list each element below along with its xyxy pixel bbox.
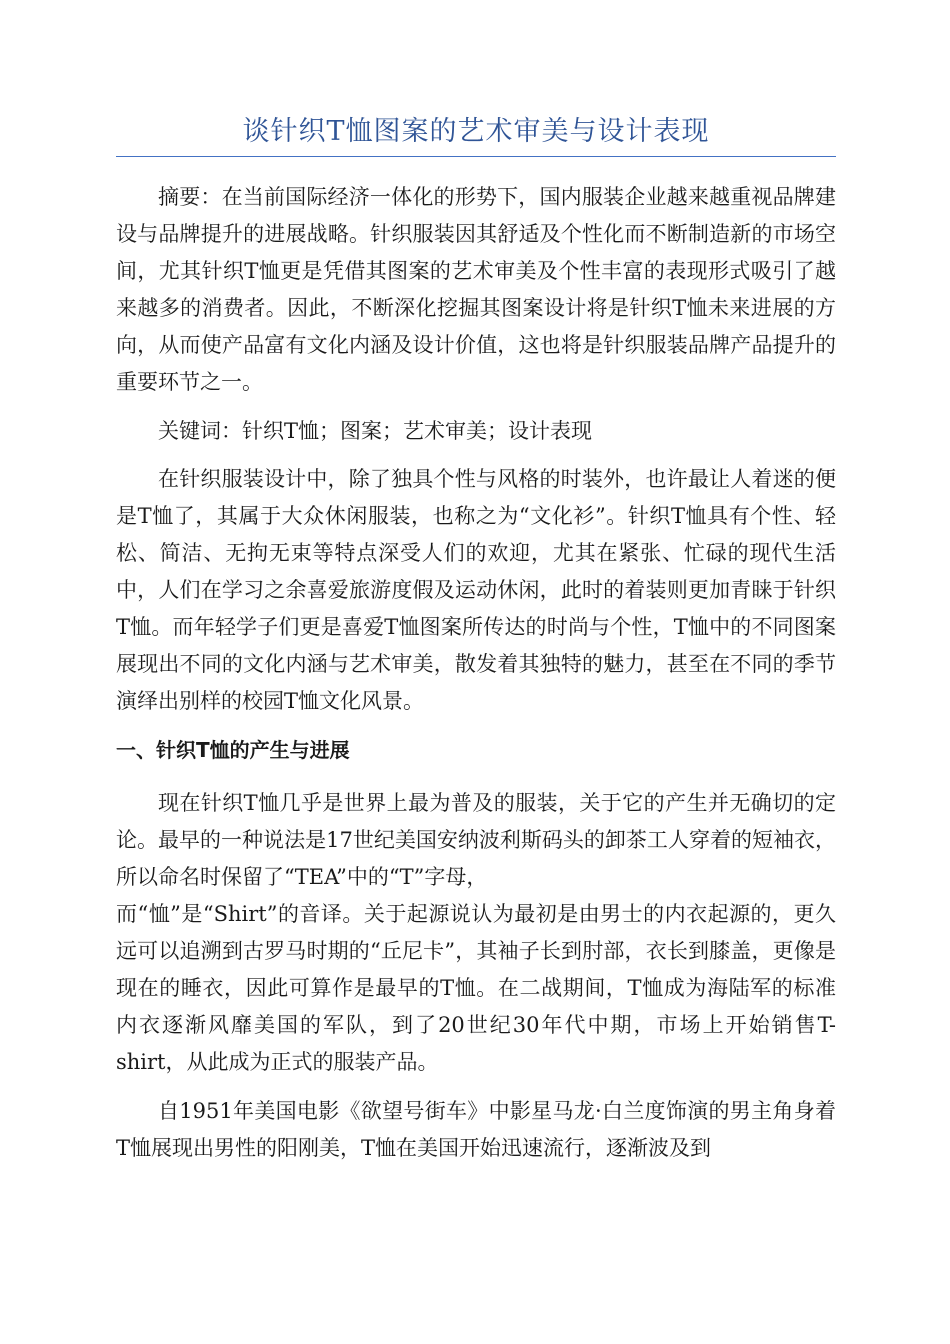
origin-paragraph-continued: 而“恤”是“Shirt”的音译。关于起源说认为最初是由男士的内衣起源的，更久远可以追溯到古罗马时期的“丘尼卡”，其袖子长到肘部，衣长到膝盖，更像是现在的睡衣，因此可算作是最早的T恤。在二战期间，T恤成为海陆军的标准内衣逐渐风靡美国的军队，到了20世纪30年代中期，市场上开始销售T-shirt，从此成为正式的服装产品。 bbox=[116, 902, 836, 1074]
abstract-paragraph: 摘要：在当前国际经济一体化的形势下，国内服装企业越来越重视品牌建设与品牌提升的进展战略。针织服装因其舒适及个性化而不断制造新的市场空间，尤其针织T恤更是凭借其图案的艺术审美及个性丰富的表现形式吸引了越来越多的消费者。因此，不断深化挖掘其图案设计将是针织T恤未来进展的方向，从而使产品富有文化内涵及设计价值，这也将是针织服装品牌产品提升的重要环节之一。 bbox=[116, 185, 836, 394]
film-paragraph: 自1951年美国电影《欲望号街车》中影星马龙·白兰度饰演的男主角身着T恤展现出男性的阳刚美，T恤在美国开始迅速流行，逐渐波及到 bbox=[116, 1099, 836, 1160]
intro-paragraph: 在针织服装设计中，除了独具个性与风格的时装外，也许最让人着迷的便是T恤了，其属于大众休闲服装，也称之为“文化衫”。针织T恤具有个性、轻松、简洁、无拘无束等特点深受人们的欢迎，尤其在紧张、忙碌的现代生活中，人们在学习之余喜爱旅游度假及运动休闲，此时的着装则更加青睐于针织T恤。而年轻学子们更是喜爱T恤图案所传达的时尚与个性，T恤中的不同图案展现出不同的文化内涵与艺术审美，散发着其独特的魅力，甚至在不同的季节演绎出别样的校园T恤文化风景。 bbox=[116, 467, 836, 713]
document-title: 谈针织T恤图案的艺术审美与设计表现 bbox=[116, 112, 836, 157]
section-heading: 一、针织T恤的产生与进展 bbox=[116, 738, 350, 762]
document-page bbox=[116, 112, 836, 1167]
origin-paragraph-start: 现在针织T恤几乎是世界上最为普及的服装，关于它的产生并无确切的定论。最早的一种说法是17世纪美国安纳波利斯码头的卸茶工人穿着的短袖衣，所以命名时保留了“TEA”中的“T”字母， bbox=[116, 791, 836, 889]
keywords-paragraph: 关键词：针织T恤；图案；艺术审美；设计表现 bbox=[158, 419, 593, 443]
